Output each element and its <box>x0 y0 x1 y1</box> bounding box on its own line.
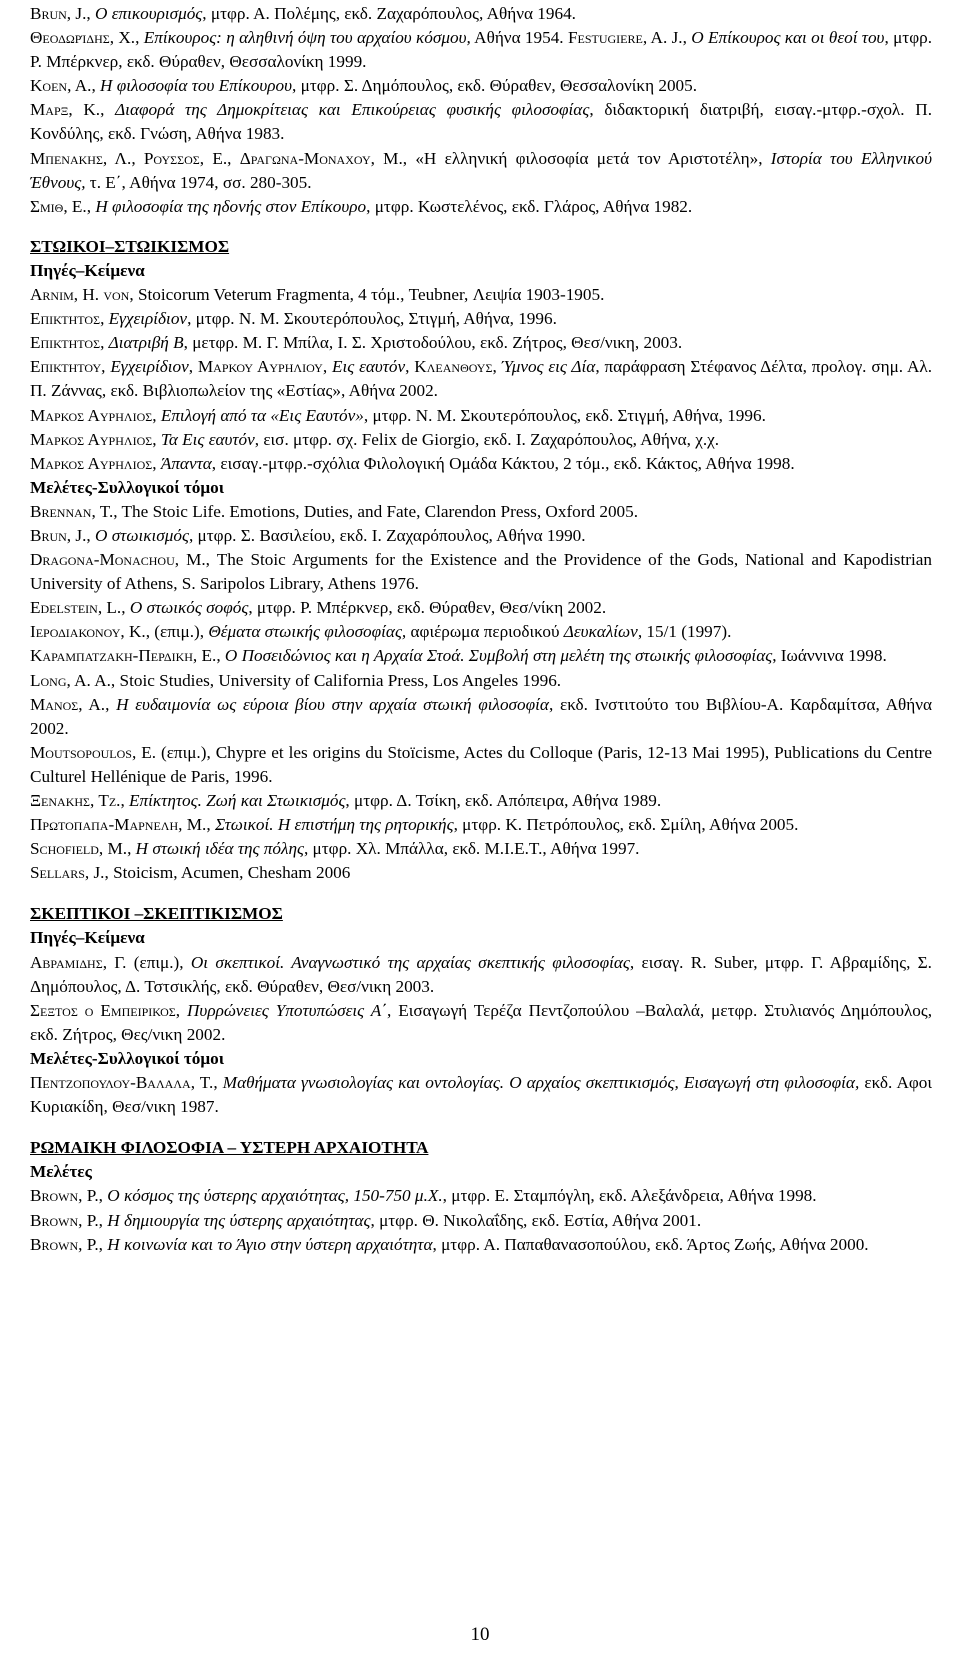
entry-author: Επικτητος <box>30 309 101 329</box>
entry-title: Ο Επίκουρος και οι θεοί του <box>691 28 885 48</box>
entry-author: Μαρκος Αυρηλιος <box>30 429 153 449</box>
entry-text: , μτφρ. Ν. Μ. Σκουτερόπουλος, εκδ. Στιγμή, Αθήνα, 1996. <box>363 405 766 425</box>
entry-text: , μτφρ. Ρ. Μπέρκνερ, εκδ. Θύραθεν, Θεσ/νίκη 2002. <box>248 598 607 618</box>
entry-text: , μτφρ. Δ. Τσίκη, εκδ. Απόπειρα, Αθήνα 1989. <box>345 791 662 810</box>
entry-title: Στωικοί. Η επιστήμη της ρητορικής <box>214 815 454 835</box>
entry-text: , (επιμ.), <box>145 622 209 642</box>
entry-text: , εκδ. Ινστιτούτο του Βιβλίου-Α. Καρδαμίτσα, Αθήνα 2002. <box>30 694 932 738</box>
entry-title: Ο επικουρισμός <box>94 4 203 23</box>
entry-author: Ξενακης, Τζ. <box>30 791 121 810</box>
entry-author: Schofield, M. <box>30 839 128 859</box>
bibliography-entry <box>30 837 932 861</box>
entry-text: , μτφρ. Σ. Δημόπουλος, εκδ. Θύραθεν, Θεσσαλονίκη 2005. <box>292 76 698 96</box>
entry-author: Koen, A. <box>30 76 92 96</box>
entry-author: Edelstein, L. <box>30 598 122 618</box>
bibliography-content <box>30 2 932 1257</box>
entry-text: (επιμ.), <box>126 952 191 972</box>
entry-text: , <box>152 453 161 473</box>
entry-text: , <box>227 148 240 168</box>
entry-title: Εις εαυτόν <box>331 357 406 377</box>
bibliography-entry <box>30 452 932 476</box>
entry-title: Διατριβή Β <box>108 333 184 353</box>
entry-text: , μτφρ. Ν. Μ. Σκουτερόπουλος, Στιγμή, Αθήνα, 1996. <box>187 309 557 329</box>
entry-text: , <box>101 357 111 377</box>
entry-author: Σεξτος ο Εμπειρικος <box>30 1000 176 1020</box>
subsection-heading: Πηγές–Κείμενα <box>30 928 145 948</box>
subsection-heading: Μελέτες <box>30 1162 92 1182</box>
entry-author: Ιεροδιακονου, Κ. <box>30 622 146 642</box>
entry-text: , <box>86 525 95 545</box>
entry-text: , <box>98 1210 108 1230</box>
entry-title: Εγχειρίδιον <box>110 357 189 377</box>
entry-title: Μαθήματα γνωσιολογίας και οντολογίας. Ο αρχαίος σκεπτικισμός, Εισαγωγή στη φιλοσοφία, <box>222 1073 860 1093</box>
bibliography-entry <box>30 428 932 452</box>
bibliography-entry <box>30 669 932 693</box>
entry-author: Αβραμιδης, Γ. <box>30 952 127 972</box>
entry-text: εκδ. Αφοι Κυριακίδη, Θεσ/νικη 1987. <box>30 1073 932 1117</box>
entry-text: , εισαγ. R. Suber, μτφρ. Γ. Αβραμίδης, Σ. Δημόπουλος, Δ. Τστσικλής, εκδ. Θύραθεν, Θεσ/νικη 2003. <box>30 952 932 996</box>
bibliography-entry <box>30 404 932 428</box>
entry-text: , <box>105 694 117 714</box>
entry-author: Sellars, J. <box>30 863 105 883</box>
entry-author: Arnim, H. von <box>30 285 130 305</box>
entry-title: Ιστορία του Ελληνικού Έθνους, <box>30 148 932 192</box>
entry-title: Άπαντα <box>160 453 212 473</box>
entry-text: , μτφρ. Χλ. Μπάλλα, εκδ. Μ.Ι.Ε.Τ., Αθήνα 1997. <box>303 839 640 859</box>
entry-coauthor: Κλεανθους <box>414 357 493 377</box>
entry-text: , <box>91 76 101 96</box>
entry-text: , <box>188 357 198 377</box>
entry-text: Αθήνα 1954. <box>470 28 568 48</box>
entry-text: , <box>492 357 502 377</box>
entry-text: αφιέρωμα περιοδικού <box>406 622 564 642</box>
bibliography-entry <box>30 813 932 837</box>
entry-text: , <box>121 598 130 618</box>
bibliography-entry <box>30 741 932 789</box>
entry-author: Brown, P. <box>30 1186 99 1206</box>
entry-text: , <box>131 148 144 168</box>
bibliography-entry <box>30 861 932 885</box>
entry-text: , μτφρ. Θ. Νικολαΐδης, εκδ. Εστία, Αθήνα 2001. <box>370 1210 702 1230</box>
entry-author: Brennan, T. <box>30 501 114 521</box>
bibliography-entry <box>30 1233 932 1257</box>
subsection-heading: Πηγές–Κείμενα <box>30 260 145 280</box>
entry-text: , μτφρ. Ε. Σταμπόγλη, εκδ. Αλεξάνδρεια, Αθήνα 1998. <box>442 1186 817 1206</box>
entry-text: , <box>86 4 95 23</box>
entry-author: Brown, P. <box>30 1210 99 1230</box>
entry-title: Η δημιουργία της ύστερης αρχαιότητας <box>107 1210 371 1230</box>
entry-title: Οι σκεπτικοί. Αναγνωστικό της αρχαίας σκεπτικής φιλοσοφίας <box>190 952 630 972</box>
entry-text: , <box>135 28 144 48</box>
entry-author: Brun, J. <box>30 4 87 23</box>
entry-text: , <box>682 28 692 48</box>
entry-text: , <box>98 1234 108 1254</box>
bibliography-entry <box>30 644 932 668</box>
entry-coauthor: Ρουσσος, Ε. <box>143 148 228 168</box>
bibliography-entry <box>30 500 932 524</box>
entry-coauthor: Δραγωνα-Μοναχου, Μ. <box>239 148 403 168</box>
entry-text: , <box>322 357 332 377</box>
bibliography-entry <box>30 620 932 644</box>
bibliography-entry <box>30 999 932 1047</box>
entry-text: , εισ. μτφρ. σχ. Felix de Giorgio, εκδ. Ι. Ζαχαρόπουλος, Αθήνα, χ.χ. <box>254 429 720 449</box>
entry-author: Μαρκος Αυρηλιος <box>30 405 153 425</box>
entry-text: , 15/1 (1997). <box>637 622 732 642</box>
entry-title: Πυρρώνειες Υποτυπώσεις Α΄ <box>187 1000 387 1020</box>
entry-title: Επίκουρος: η αληθινή όψη του αρχαίου κόσμου, <box>143 28 471 48</box>
entry-title: Ύμνος εις Δία <box>501 357 596 377</box>
entry-author: Μαρκος Αυρηλιος <box>30 453 153 473</box>
entry-author: Θεοδωρίδης, Χ. <box>30 28 136 48</box>
entry-author: Long, A. A. <box>30 670 111 690</box>
entry-author: Πεντζοπουλου-Βαλαλα, Τ. <box>30 1073 214 1093</box>
entry-text: , <box>175 1000 188 1020</box>
bibliography-entry <box>30 548 932 596</box>
entry-text: , <box>206 815 215 835</box>
entry-title: Ο κόσμος της ύστερης αρχαιότητας, 150-750 μ.Χ. <box>107 1186 443 1206</box>
entry-text: , Εισαγωγή Τερέζα Πεντζοπούλου –Βαλαλά, μετφρ. Στυλιανός Δημόπουλος, εκδ. Ζήτρος, Θες/νικη 2002. <box>30 1000 932 1044</box>
entry-author: Brown, P. <box>30 1234 99 1254</box>
section-heading: ΡΩΜΑΙΚΗ ΦΙΛΟΣΟΦΙΑ – ΥΣΤΕΡΗ ΑΡΧΑΙΟΤΗΤΑ <box>30 1138 429 1158</box>
bibliography-entry <box>30 147 932 195</box>
entry-text: (επιμ.), Chypre et les origins du Stoïcisme, Actes du Colloque (Paris, 12-13 Mai 1995), Publications du Centre Culturel Hellénique de Paris, 1996. <box>30 742 932 786</box>
entry-text: , μετφρ. Μ. Γ. Μπίλα, Ι. Σ. Χριστοδούλου, εκδ. Ζήτρος, Θεσ/νικη, 2003. <box>183 333 683 353</box>
entry-text: , <box>86 196 96 216</box>
entry-text: , παράφραση Στέφανος Δέλτα, προλογ. σημ. Αλ. Π. Ζάννας, εκδ. Βιβλιοπωλείον της «Εστίας», Αθήνα 2002. <box>30 357 933 401</box>
entry-title: Η στωική ιδέα της πόλης <box>135 839 304 859</box>
entry-text: , <box>100 333 109 353</box>
entry-author: Πρωτοπαπα-Μαρνελη, Μ. <box>30 815 207 835</box>
entry-title: Η ευδαιμονία ως εύροια βίου στην αρχαία στωική φιλοσοφία <box>116 694 549 714</box>
entry-text: , μτφρ. Α. Πολέμης, εκδ. Ζαχαρόπουλος, Αθήνα 1964. <box>202 4 576 23</box>
entry-author: Επικτητου <box>30 357 102 377</box>
entry-text: , Ιωάννινα 1998. <box>772 646 887 666</box>
entry-title: Θέματα στωικής φιλοσοφίας, <box>208 622 407 642</box>
entry-text: τ. Ε΄, Αθήνα 1974, σσ. 280-305. <box>85 172 312 192</box>
bibliography-entry <box>30 195 932 219</box>
entry-title: Η φιλοσοφία της ηδονής στον Επίκουρο <box>95 196 367 216</box>
entry-title: Η κοινωνία και το Άγιο στην ύστερη αρχαιότητα <box>107 1234 433 1254</box>
entry-author: Dragona-Monachou, M. <box>30 550 206 570</box>
entry-text: , <box>120 791 130 810</box>
entry-author: Επικτητος <box>30 333 101 353</box>
entry-text: , <box>152 405 161 425</box>
entry-text: , μτφρ. Κωστελένος, εκδ. Γλάρος, Αθήνα 1982. <box>366 196 693 216</box>
bibliography-entry <box>30 26 932 74</box>
entry-text: , μτφρ. Α. Παπαθανασοπούλου, εκδ. Άρτος Ζωής, Αθήνα 2000. <box>432 1234 869 1254</box>
entry-text: , <box>98 1186 108 1206</box>
entry-text: , <box>405 357 415 377</box>
bibliography-entry <box>30 307 932 331</box>
entry-title: Επιλογή από τα «Εις Εαυτόν» <box>160 405 364 425</box>
bibliography-entry <box>30 596 932 620</box>
entry-author: Μαρξ, Κ. <box>30 100 101 120</box>
entry-text: , «Η ελληνική φιλοσοφία μετά τον Αριστοτέλη», <box>402 148 771 168</box>
page-number: 10 <box>470 1624 490 1645</box>
entry-title: Εγχειρίδιον <box>108 309 188 329</box>
entry-text: , διδακτορική διατριβή, εισαγ.-μτφρ.-σχολ. Π. Κονδύλης, εκδ. Γνώση, Αθήνα 1983. <box>30 100 932 144</box>
entry-title: Επίκτητος. Ζωή και Στωικισμός <box>129 791 346 810</box>
entry-text: , Stoic Studies, University of California Press, Los Angeles 1996. <box>110 670 562 690</box>
bibliography-entry <box>30 1184 932 1208</box>
bibliography-entry <box>30 789 932 813</box>
entry-text: , μτφρ. Ρ. Μπέρκνερ, εκδ. Θύραθεν, Θεσσαλονίκη 1999. <box>30 28 933 72</box>
section-heading: ΣΚΕΠΤΙΚΟΙ –ΣΚΕΠΤΙΚΙΣΜΟΣ <box>30 904 283 924</box>
bibliography-entry <box>30 74 932 98</box>
entry-text: , Stoicorum Veterum Fragmenta, 4 τόμ., Teubner, Λειψία 1903-1905. <box>129 285 605 305</box>
entry-text: , Stoicism, Acumen, Chesham 2006 <box>104 863 351 883</box>
entry-title: Ο Ποσειδώνιος και η Αρχαία Στοά. Συμβολή στη μελέτη της στωικής φιλοσοφίας <box>224 646 773 666</box>
bibliography-entry <box>30 283 932 307</box>
bibliography-entry <box>30 1209 932 1233</box>
entry-coauthor: Μαρκου Αυρηλιου <box>197 357 323 377</box>
bibliography-entry <box>30 98 932 146</box>
bibliography-entry <box>30 331 932 355</box>
entry-text: , μτφρ. Κ. Πετρόπουλος, εκδ. Σμίλη, Αθήνα 2005. <box>453 815 799 835</box>
entry-title: Διαφορά της Δημοκρίτειας και Επικούρειας φυσικής φιλοσοφίας <box>115 100 590 120</box>
entry-text: , The Stoic Life. Emotions, Duties, and Fate, Clarendon Press, Oxford 2005. <box>113 501 639 521</box>
entry-author: Brun, J. <box>30 525 87 545</box>
entry-text: , <box>213 1073 223 1093</box>
entry-text: , <box>216 646 225 666</box>
entry-text: , The Stoic Arguments for the Existence and the Providence of the Gods, National and Kapodistrian University of Athens, S. Saripolos Library, Athens 1976. <box>30 550 932 594</box>
entry-text: , <box>152 429 161 449</box>
entry-text: , <box>100 309 109 329</box>
bibliography-entry <box>30 951 932 999</box>
entry-coauthor: Festugiere, A. J. <box>567 28 683 48</box>
entry-title: Δευκαλίων <box>563 622 638 642</box>
subsection-heading: Μελέτες-Συλλογικοί τόμοι <box>30 1048 225 1068</box>
entry-author: Σμιθ, Ε. <box>30 196 87 216</box>
entry-title: Τα Εις εαυτόν <box>160 429 255 449</box>
entry-text: , <box>127 839 136 859</box>
entry-author: Μανος, Α. <box>30 694 106 714</box>
bibliography-entry <box>30 355 932 403</box>
section-heading: ΣΤΩΙΚΟΙ–ΣΤΩΙΚΙΣΜΟΣ <box>30 236 230 256</box>
bibliography-entry <box>30 524 932 548</box>
bibliography-entry <box>30 1071 932 1119</box>
bibliography-entry <box>30 693 932 741</box>
entry-text: , εισαγ.-μτφρ.-σχόλια Φιλολογική Ομάδα Κάκτου, 2 τόμ., εκδ. Κάκτος, Αθήνα 1998. <box>211 453 795 473</box>
entry-author: Μπενακης, Λ. <box>30 148 132 168</box>
bibliography-entry <box>30 2 932 26</box>
entry-title: Ο στωικός σοφός <box>129 598 249 618</box>
entry-title: Η φιλοσοφία του Επίκουρου <box>100 76 293 96</box>
entry-author: Καραμπατζακη-Περδικη, Ε. <box>30 646 217 666</box>
subsection-heading: Μελέτες-Συλλογικοί τόμοι <box>30 477 225 497</box>
entry-author: Moutsopoulos, E. <box>30 742 157 762</box>
entry-title: Ο στωικισμός <box>94 525 189 545</box>
entry-text: , μτφρ. Σ. Βασιλείου, εκδ. Ι. Ζαχαρόπουλος, Αθήνα 1990. <box>188 525 586 545</box>
entry-text: , <box>100 100 116 120</box>
